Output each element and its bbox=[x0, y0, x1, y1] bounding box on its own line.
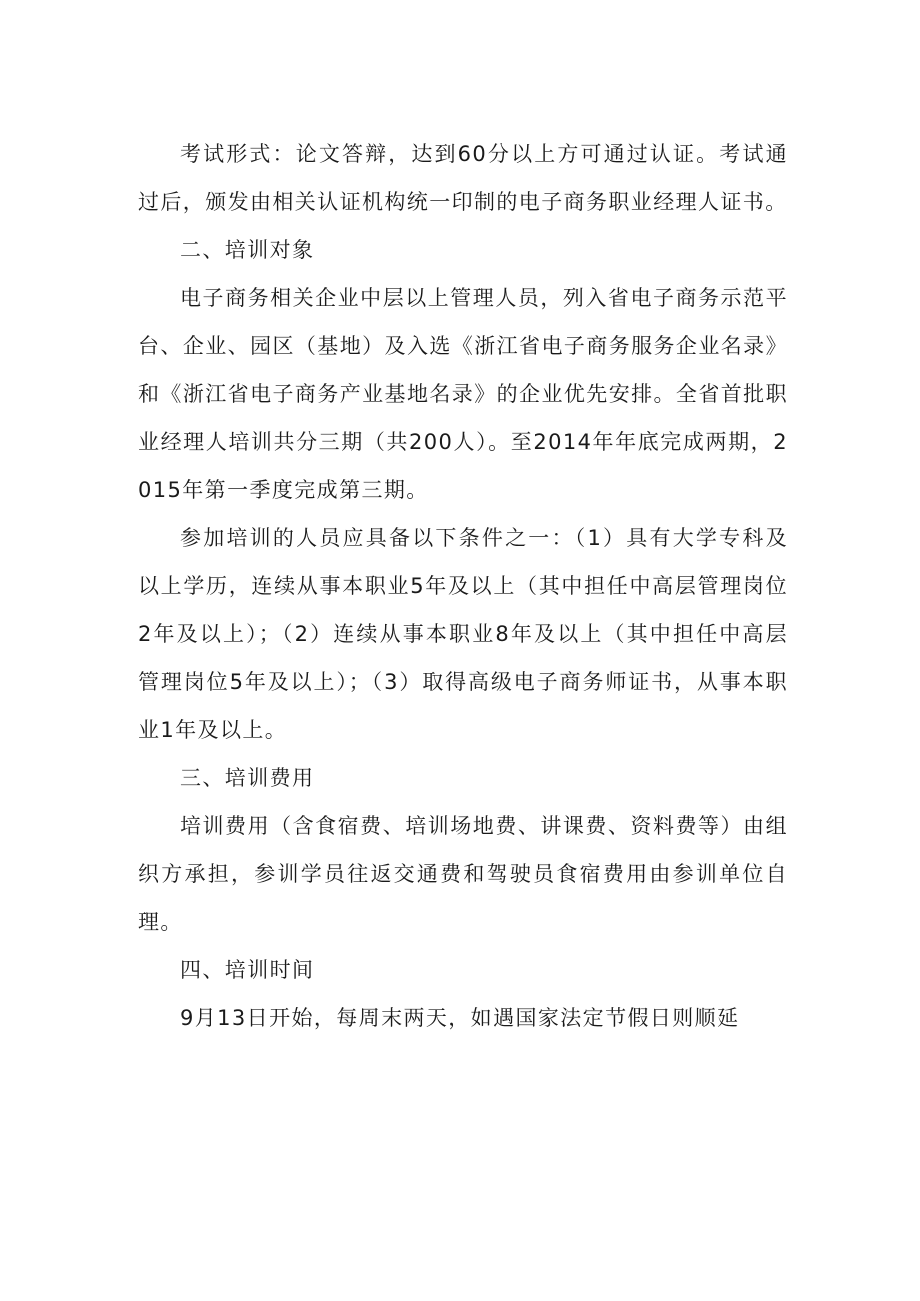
eligibility-paragraph: 参加培训的人员应具备以下条件之一：（1）具有大学专科及以上学历，连续从事本职业5年及以上（其中担任中高层管理岗位2年及以上）；（2）连续从事本职业8年及以上（其中担任中高层管理岗位5年及以上）；（3）取得高级电子商务师证书，从事本职业1年及以上。 bbox=[138, 526, 788, 742]
exam-format-paragraph: 考试形式：论文答辩，达到60分以上方可通过认证。考试通过后，颁发由相关认证机构统一印制的电子商务职业经理人证书。 bbox=[138, 142, 788, 214]
section-heading-training-target: 二、培训对象 bbox=[180, 238, 315, 262]
training-fees-paragraph: 培训费用（含食宿费、培训场地费、讲课费、资料费等）由组织方承担，参训学员往返交通费和驾驶员食宿费用由参训单位自理。 bbox=[138, 814, 788, 934]
section-heading-training-time: 四、培训时间 bbox=[180, 958, 315, 982]
training-target-paragraph: 电子商务相关企业中层以上管理人员，列入省电子商务示范平台、企业、园区（基地）及入选《浙江省电子商务服务企业名录》和《浙江省电子商务产业基地名录》的企业优先安排。全省首批职业经理人培训共分三期（共200人）。至2014年年底完成两期，2015年第一季度完成第三期。 bbox=[138, 286, 788, 502]
training-time-paragraph: 9月13日开始，每周末两天，如遇国家法定节假日则顺延 bbox=[180, 1006, 740, 1030]
section-heading-training-fees: 三、培训费用 bbox=[180, 766, 315, 790]
document-body bbox=[138, 130, 788, 1042]
